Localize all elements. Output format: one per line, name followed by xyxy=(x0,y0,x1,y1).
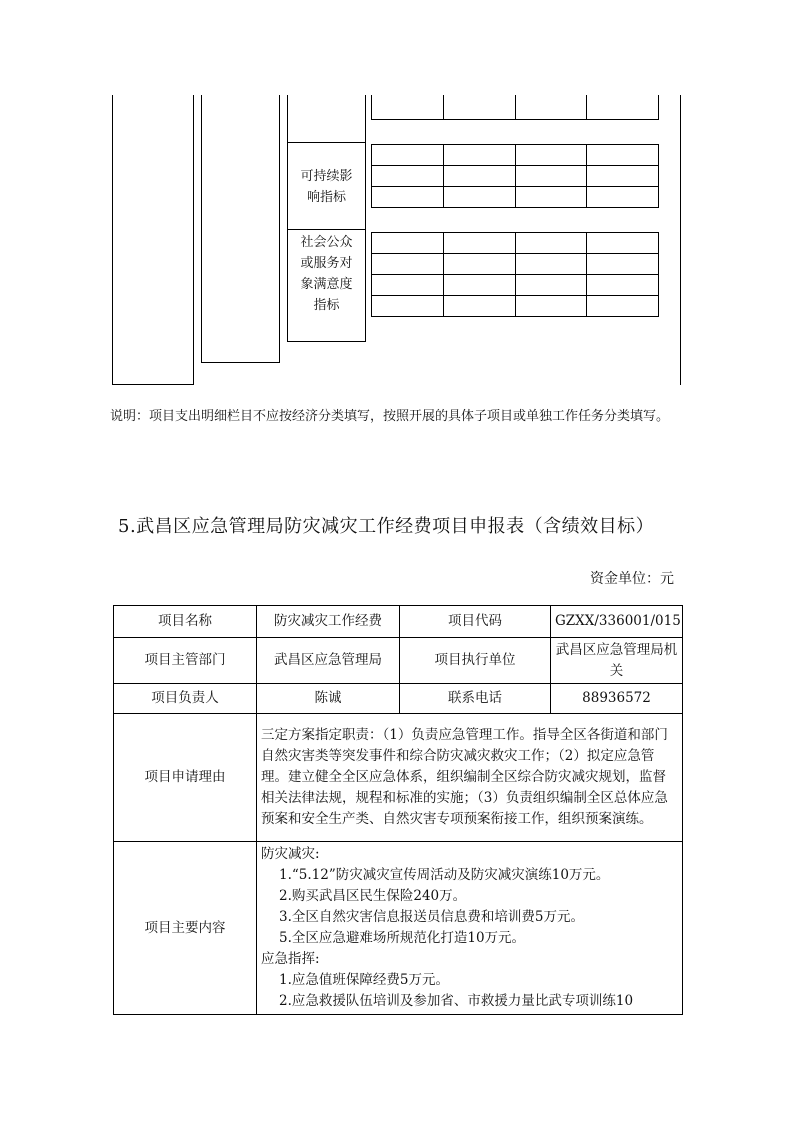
unit-label: 资金单位：元 xyxy=(590,571,674,587)
phone-value: 88936572 xyxy=(551,684,683,714)
content-line: 防灾减灾: xyxy=(261,846,320,862)
table-row xyxy=(114,714,683,842)
project-code-label: 项目代码 xyxy=(400,606,551,638)
content-line: 2.购买武昌区民生保险240万。 xyxy=(279,888,467,904)
table-border xyxy=(201,362,280,363)
table-border xyxy=(201,95,202,363)
section-heading: 5.武昌区应急管理局防灾减灾工作经费项目申报表（含绩效目标） xyxy=(118,516,655,537)
content-line: 1.“5.12”防灾减灾宣传周活动及防灾减灾演练10万元。 xyxy=(279,867,610,883)
table-border xyxy=(287,142,366,143)
lead-value: 陈诚 xyxy=(257,684,400,714)
lead-label: 项目负责人 xyxy=(114,684,257,714)
exec-unit-label: 项目执行单位 xyxy=(400,638,551,684)
content-line: 1.应急值班保障经费5万元。 xyxy=(279,972,449,988)
dept-value: 武昌区应急管理局 xyxy=(257,638,400,684)
table-border xyxy=(112,384,194,385)
content-line: 应急指挥: xyxy=(261,951,320,967)
reason-value: 三定方案指定职责：（1）负责应急管理工作。指导全区各街道和部门自然灾害类等突发事件和综合防灾减灾救灾工作；（2）拟定应急管理。建立健全全区应急体系，组织编制全区综合防灾减灾规划，监督相关法律法规，规程和标准的实施；（3）负责组织编制全区总体应急预案和安全生产类、自然灾害专项预案衔接工作，组织预案演练。 xyxy=(257,714,683,842)
table-border xyxy=(287,229,366,230)
indicator-group-label: 社会公众 或服务对 象满意度 指标 xyxy=(300,235,353,313)
project-code-value: GZXX/336001/015 xyxy=(551,606,683,638)
table-row xyxy=(114,606,683,638)
reason-label: 项目申请理由 xyxy=(114,714,257,842)
table-row xyxy=(114,842,683,1015)
project-name-value: 防灾减灾工作经费 xyxy=(257,606,400,638)
project-table xyxy=(113,605,683,1015)
indicator-grid xyxy=(371,144,659,208)
dept-label: 项目主管部门 xyxy=(114,638,257,684)
content-label: 项目主要内容 xyxy=(114,842,257,1015)
indicator-group-label: 可持续影 响指标 xyxy=(300,169,353,205)
indicator-grid xyxy=(371,95,659,120)
table-border xyxy=(680,95,681,385)
project-name-label: 项目名称 xyxy=(114,606,257,638)
table-row xyxy=(114,684,683,714)
content-value xyxy=(257,842,683,1015)
table-border xyxy=(365,95,366,342)
table-row xyxy=(114,638,683,684)
table-border xyxy=(112,95,113,385)
table-note: 说明：项目支出明细栏目不应按经济分类填写，按照开展的具体子项目或单独工作任务分类填写。 xyxy=(110,409,670,424)
phone-label: 联系电话 xyxy=(400,684,551,714)
exec-unit-value: 武昌区应急管理局机关 xyxy=(551,638,683,684)
indicator-grid xyxy=(371,232,659,317)
table-border xyxy=(193,95,194,385)
table-border xyxy=(279,95,280,363)
content-line: 5.全区应急避难场所规范化打造10万元。 xyxy=(279,930,526,946)
content-line: 2.应急救援队伍培训及参加省、市救援力量比武专项训练10 xyxy=(279,993,634,1009)
table-border xyxy=(287,341,366,342)
content-line: 3.全区自然灾害信息报送员信息费和培训费5万元。 xyxy=(279,909,584,925)
